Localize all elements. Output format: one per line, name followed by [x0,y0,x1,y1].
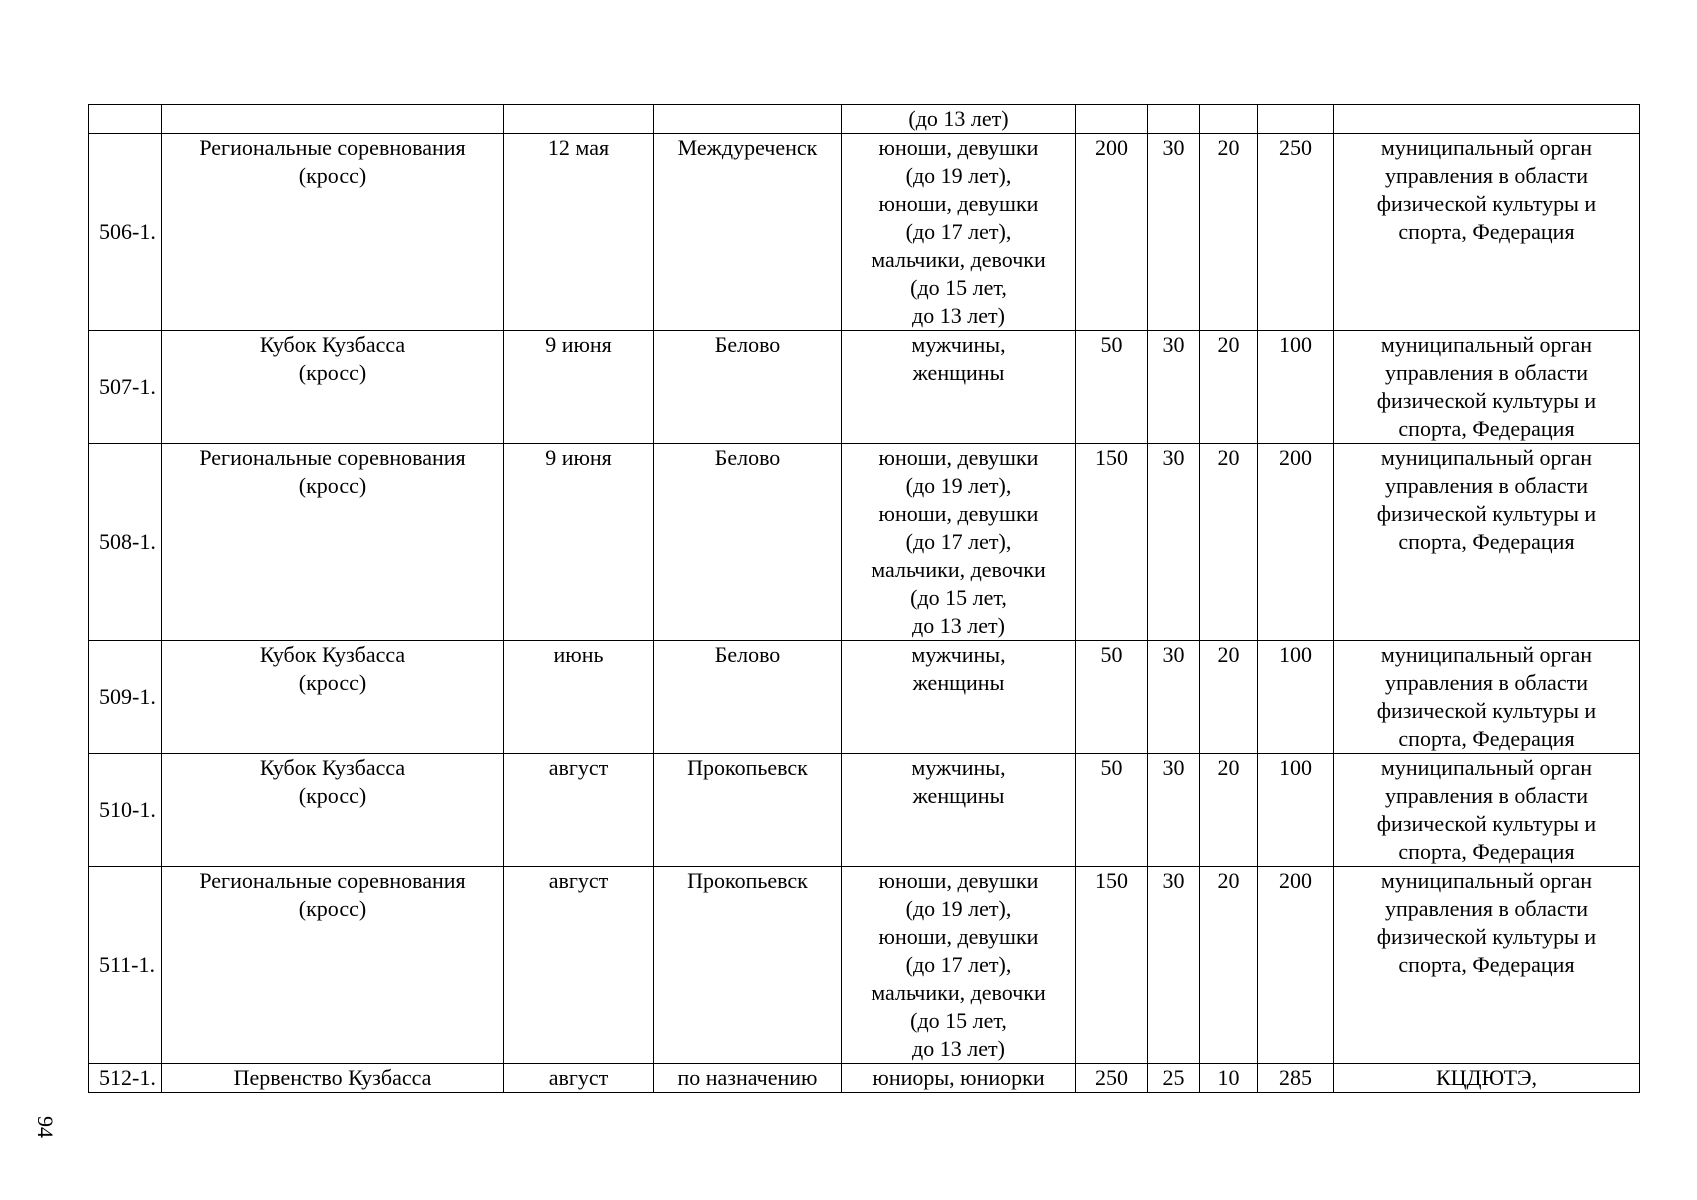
count-2: 30 [1148,754,1200,867]
count-1: 50 [1076,641,1148,754]
participants: юноши, девушки (до 19 лет), юноши, девушки (до 17 лет), мальчики, девочки (до 15 лет, до 13 лет) [842,867,1076,1064]
table-row [89,105,1640,134]
events-table [88,104,1640,1093]
participants: юноши, девушки (до 19 лет), юноши, девушки (до 17 лет), мальчики, девочки (до 15 лет, до 13 лет) [842,444,1076,641]
organizer: муниципальный орган управления в области физической культуры и спорта, Федерация [1334,444,1640,641]
event-place: Белово [654,331,842,444]
count-1: 200 [1076,134,1148,331]
event-name: Региональные соревнования (кросс) [162,867,504,1064]
event-date: 12 мая [504,134,654,331]
count-total: 100 [1258,754,1334,867]
count-2: 30 [1148,641,1200,754]
table-row [89,134,1640,331]
event-date: 9 июня [504,331,654,444]
event-date: июнь [504,641,654,754]
organizer: муниципальный орган управления в области физической культуры и спорта, Федерация [1334,331,1640,444]
participants: мужчины, женщины [842,331,1076,444]
event-date [504,105,654,134]
event-name: Первенство Кузбасса [162,1064,504,1093]
table-row [89,641,1640,754]
event-place: Прокопьевск [654,867,842,1064]
event-place: Междуреченск [654,134,842,331]
count-total: 285 [1258,1064,1334,1093]
row-number [89,105,162,134]
row-number: 509-1. [89,641,162,754]
count-1: 50 [1076,754,1148,867]
count-1: 150 [1076,867,1148,1064]
participants: юноши, девушки (до 19 лет), юноши, девушки (до 17 лет), мальчики, девочки (до 15 лет, до 13 лет) [842,134,1076,331]
count-1: 250 [1076,1064,1148,1093]
count-3 [1200,105,1258,134]
table-row [89,867,1640,1064]
event-name [162,105,504,134]
count-2: 30 [1148,444,1200,641]
organizer: муниципальный орган управления в области физической культуры и спорта, Федерация [1334,134,1640,331]
participants: мужчины, женщины [842,641,1076,754]
event-name: Кубок Кузбасса (кросс) [162,641,504,754]
participants: юниоры, юниорки [842,1064,1076,1093]
count-3: 20 [1200,134,1258,331]
row-number: 512-1. [89,1064,162,1093]
count-3: 20 [1200,754,1258,867]
event-place [654,105,842,134]
row-number: 506-1. [89,134,162,331]
organizer [1334,105,1640,134]
event-date: 9 июня [504,444,654,641]
row-number: 511-1. [89,867,162,1064]
count-3: 20 [1200,867,1258,1064]
event-name: Кубок Кузбасса (кросс) [162,331,504,444]
organizer: муниципальный орган управления в области физической культуры и спорта, Федерация [1334,641,1640,754]
count-total: 100 [1258,331,1334,444]
count-2: 30 [1148,331,1200,444]
table-row [89,444,1640,641]
count-total: 100 [1258,641,1334,754]
event-place: Белово [654,444,842,641]
count-3: 20 [1200,331,1258,444]
organizer: муниципальный орган управления в области физической культуры и спорта, Федерация [1334,867,1640,1064]
count-total [1258,105,1334,134]
count-2: 30 [1148,134,1200,331]
count-total: 200 [1258,867,1334,1064]
event-date: август [504,1064,654,1093]
count-2 [1148,105,1200,134]
organizer: муниципальный орган управления в области физической культуры и спорта, Федерация [1334,754,1640,867]
table-row [89,331,1640,444]
row-number: 508-1. [89,444,162,641]
table-row [89,1064,1640,1093]
count-1: 50 [1076,331,1148,444]
page-number: 94 [33,1116,58,1138]
row-number: 510-1. [89,754,162,867]
table-row [89,754,1640,867]
participants: мужчины, женщины [842,754,1076,867]
event-name: Региональные соревнования (кросс) [162,134,504,331]
event-place: по назначению [654,1064,842,1093]
count-3: 10 [1200,1064,1258,1093]
event-date: август [504,754,654,867]
event-name: Региональные соревнования (кросс) [162,444,504,641]
organizer: КЦДЮТЭ, [1334,1064,1640,1093]
count-total: 200 [1258,444,1334,641]
count-total: 250 [1258,134,1334,331]
count-3: 20 [1200,641,1258,754]
event-place: Прокопьевск [654,754,842,867]
participants: (до 13 лет) [842,105,1076,134]
count-3: 20 [1200,444,1258,641]
event-place: Белово [654,641,842,754]
count-1: 150 [1076,444,1148,641]
count-2: 30 [1148,867,1200,1064]
count-1 [1076,105,1148,134]
event-date: август [504,867,654,1064]
row-number: 507-1. [89,331,162,444]
event-name: Кубок Кузбасса (кросс) [162,754,504,867]
count-2: 25 [1148,1064,1200,1093]
